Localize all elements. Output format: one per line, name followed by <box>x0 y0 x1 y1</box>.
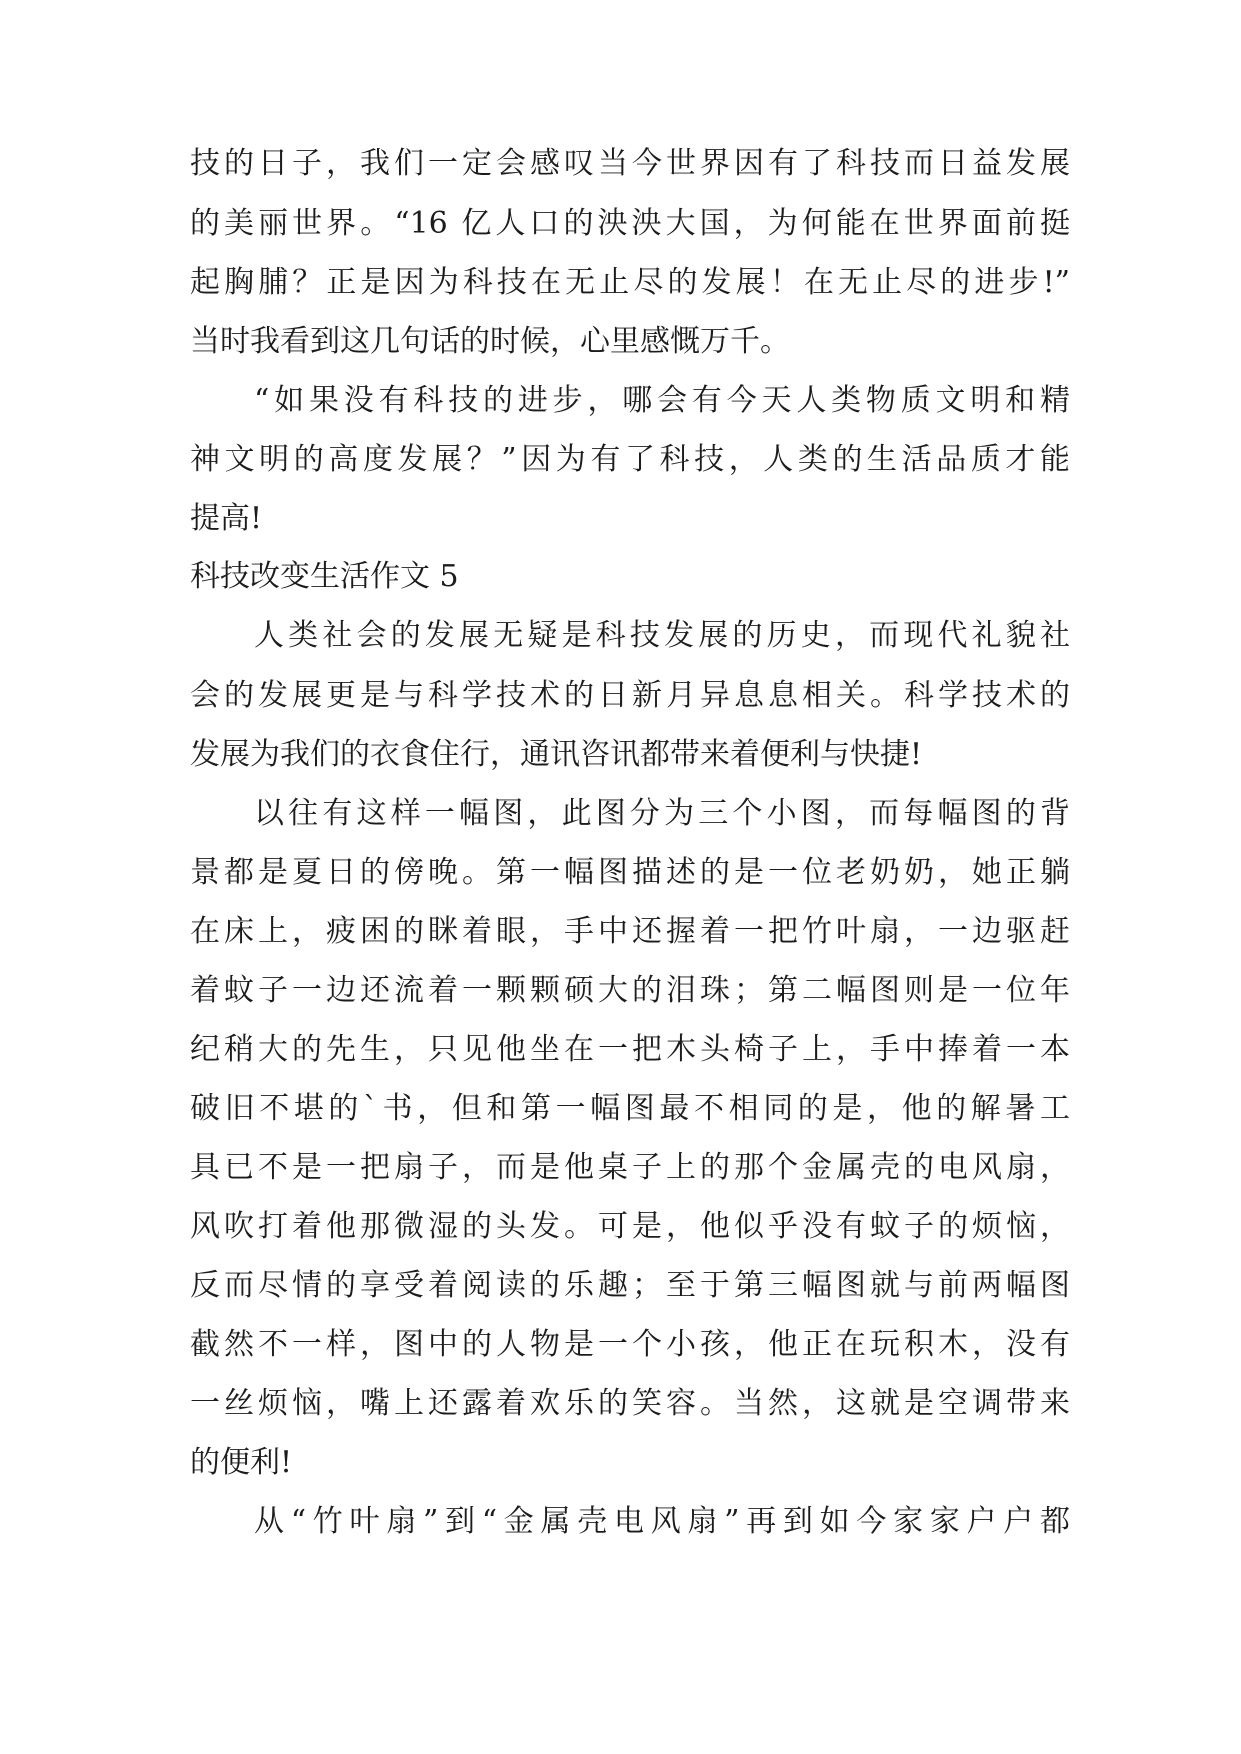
text-line: 在床上，疲困的眯着眼，手中还握着一把竹叶扇，一边驱赶 <box>190 914 1070 949</box>
text-line: 风吹打着他那微湿的头发。可是，他似乎没有蚊子的烦恼， <box>190 1209 1070 1244</box>
text-line: 具已不是一把扇子，而是他桌子上的那个金属壳的电风扇， <box>190 1150 1070 1185</box>
section-heading: 科技改变生活作文 5 <box>190 559 459 594</box>
text-line: 纪稍大的先生，只见他坐在一把木头椅子上，手中捧着一本 <box>190 1032 1070 1067</box>
text-line: 破旧不堪的`书，但和第一幅图最不相同的是，他的解暑工 <box>190 1091 1070 1126</box>
text-line: 会的发展更是与科学技术的日新月异息息相关。科学技术的 <box>190 678 1070 713</box>
text-line: 从“竹叶扇”到“金属壳电风扇”再到如今家家户户都 <box>254 1504 1070 1539</box>
text-line: 的便利! <box>190 1445 293 1480</box>
text-line: 景都是夏日的傍晚。第一幅图描述的是一位老奶奶，她正躺 <box>190 855 1070 890</box>
text-line: 神文明的高度发展？”因为有了科技，人类的生活品质才能 <box>190 442 1070 477</box>
text-line: 人类社会的发展无疑是科技发展的历史，而现代礼貌社 <box>254 618 1070 653</box>
text-line: 的美丽世界。“16 亿人口的泱泱大国，为何能在世界面前挺 <box>190 206 1070 241</box>
text-line: 当时我看到这几句话的时候，心里感慨万千。 <box>190 324 790 359</box>
text-line: 技的日子，我们一定会感叹当今世界因有了科技而日益发展 <box>190 146 1070 181</box>
text-line: 起胸脯？正是因为科技在无止尽的发展！在无止尽的进步!” <box>190 265 1070 300</box>
text-line: 以往有这样一幅图，此图分为三个小图，而每幅图的背 <box>254 796 1070 831</box>
text-line: 截然不一样，图中的人物是一个小孩，他正在玩积木，没有 <box>190 1327 1070 1362</box>
text-line: “如果没有科技的进步，哪会有今天人类物质文明和精 <box>254 383 1070 418</box>
text-line: 着蚊子一边还流着一颗颗硕大的泪珠；第二幅图则是一位年 <box>190 973 1070 1008</box>
text-line: 发展为我们的衣食住行，通讯咨讯都带来着便利与快捷! <box>190 737 923 772</box>
text-line: 反而尽情的享受着阅读的乐趣；至于第三幅图就与前两幅图 <box>190 1268 1070 1303</box>
text-line: 一丝烦恼，嘴上还露着欢乐的笑容。当然，这就是空调带来 <box>190 1386 1070 1421</box>
text-line: 提高! <box>190 501 263 536</box>
